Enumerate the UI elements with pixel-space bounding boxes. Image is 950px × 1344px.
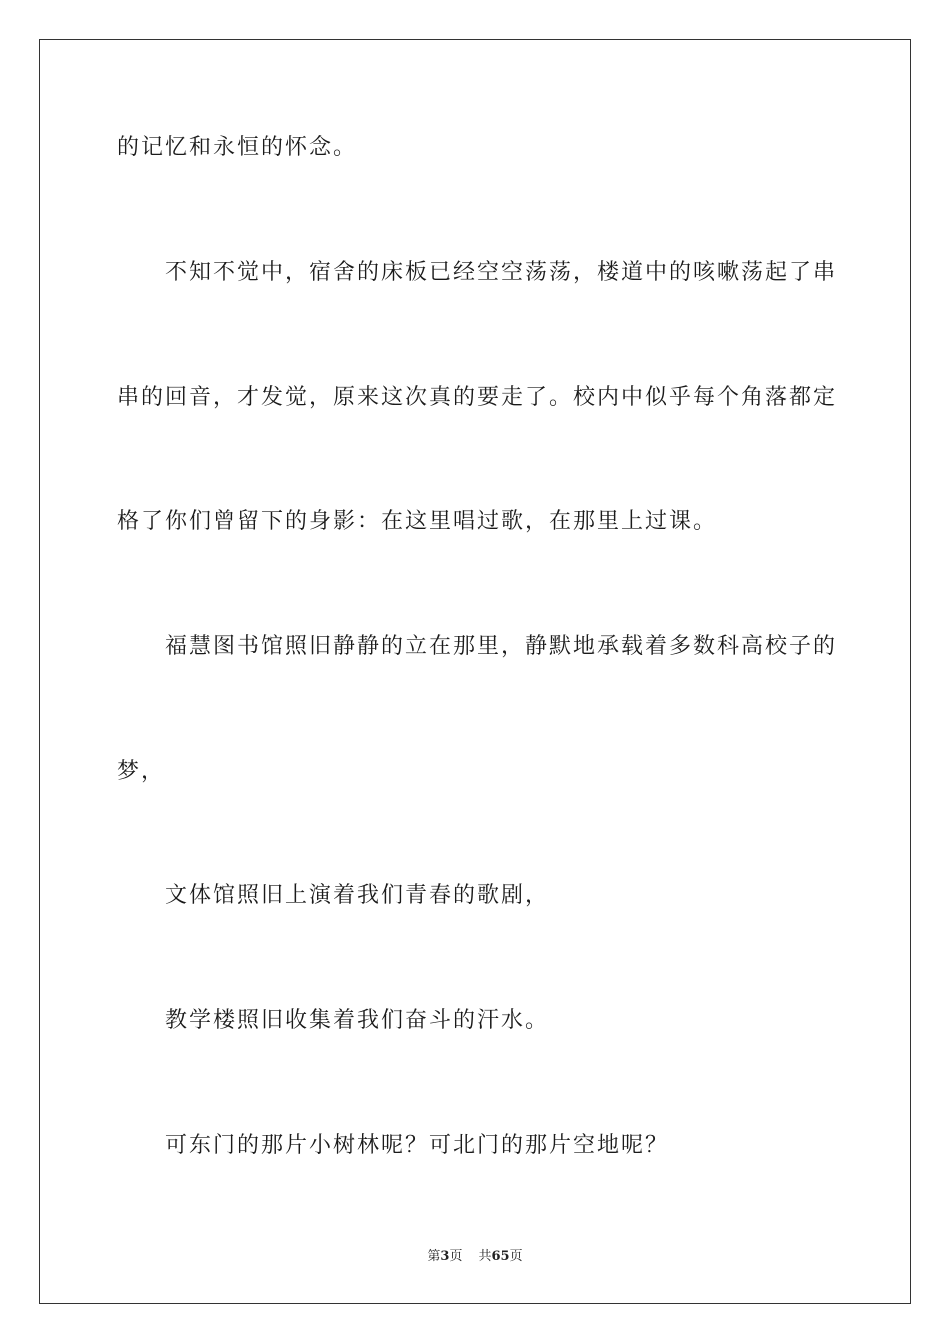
paragraph-line: 串的回音，才发觉，原来这次真的要走了。校内中似乎每个角落都定 — [117, 385, 838, 410]
page-footer — [0, 1248, 950, 1266]
total-suffix: 页 — [509, 1249, 523, 1264]
page-suffix: 页 — [449, 1249, 463, 1264]
paragraph-line: 教学楼照旧收集着我们奋斗的汗水。 — [165, 1008, 550, 1033]
paragraph-line: 梦， — [117, 759, 166, 784]
paragraph-line: 福慧图书馆照旧静静的立在那里，静默地承载着多数科高校子的 — [165, 634, 838, 659]
paragraph-line: 文体馆照旧上演着我们青春的歌剧， — [165, 883, 550, 908]
total-pages: 65 — [491, 1249, 510, 1264]
page-number: 3 — [440, 1249, 450, 1264]
page-border — [39, 39, 911, 1304]
paragraph-line: 的记忆和永恒的怀念。 — [117, 135, 358, 160]
paragraph-line: 不知不觉中，宿舍的床板已经空空荡荡，楼道中的咳嗽荡起了串 — [165, 260, 838, 285]
paragraph-line: 格了你们曾留下的身影：在这里唱过歌，在那里上过课。 — [117, 509, 718, 534]
page-prefix: 第 — [427, 1249, 441, 1264]
total-prefix: 共 — [478, 1249, 492, 1264]
paragraph-line: 可东门的那片小树林呢？可北门的那片空地呢？ — [165, 1133, 670, 1158]
